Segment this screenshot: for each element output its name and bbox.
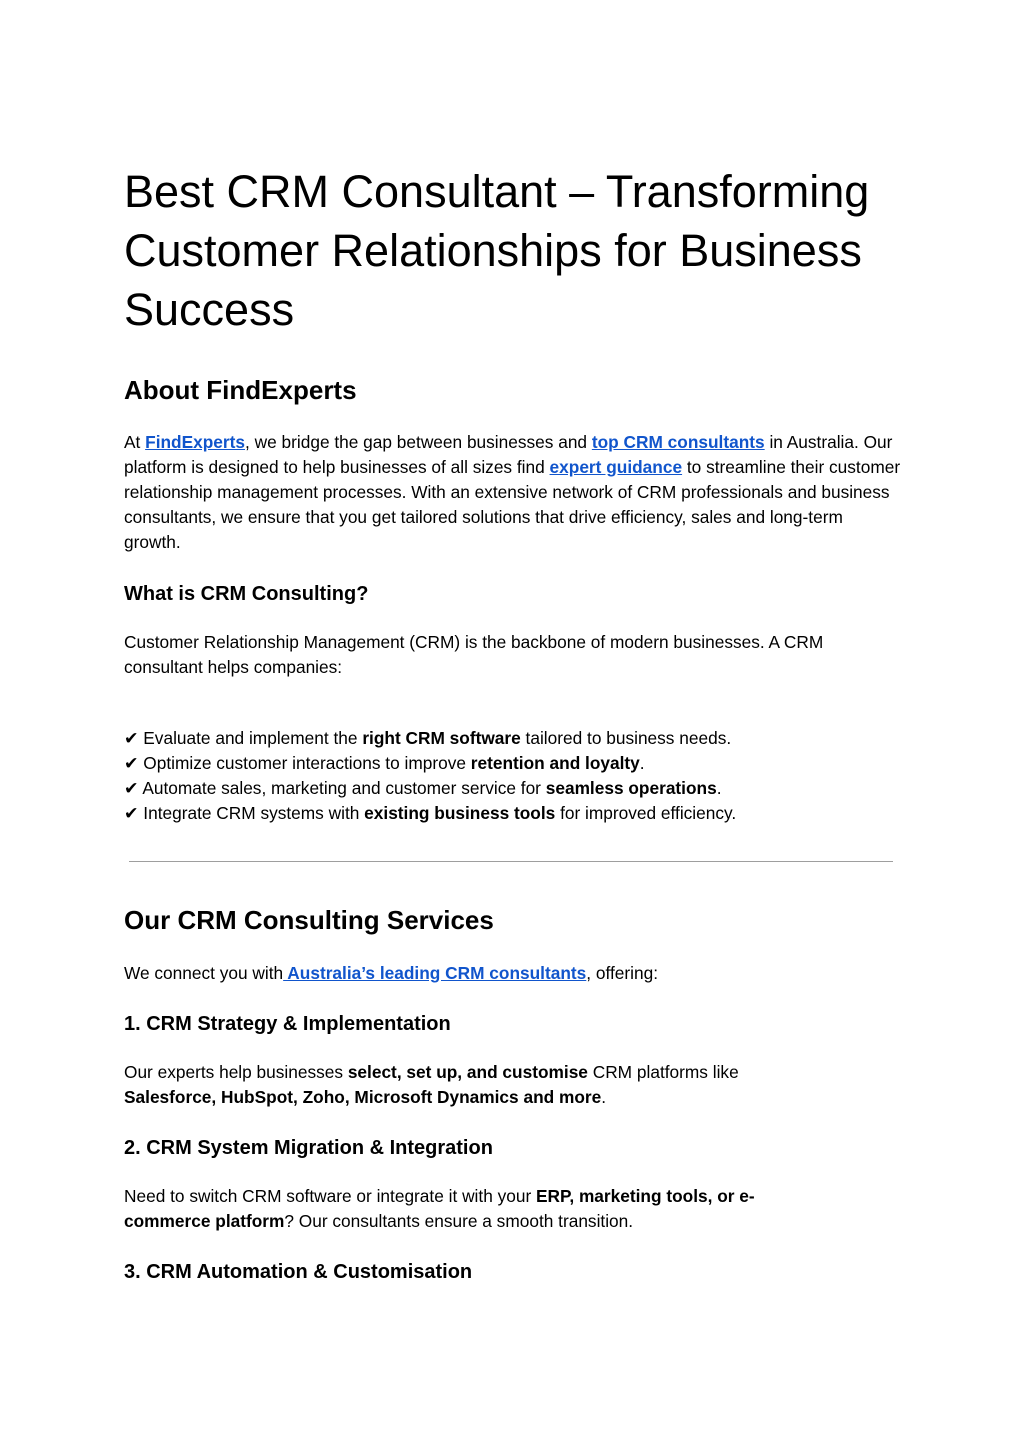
top-crm-consultants-link[interactable]: top CRM consultants [591, 432, 765, 452]
list-item: ✔ Automate sales, marketing and customer service for seamless operations. [124, 778, 722, 798]
checkmark-icon: ✔ [124, 778, 139, 798]
about-text-prefix: At [124, 432, 146, 452]
services-heading: Our CRM Consulting Services [124, 905, 494, 935]
about-heading: About FindExperts [124, 375, 357, 405]
findexperts-link[interactable]: FindExperts [145, 432, 246, 452]
page-title: Best CRM Consultant – Transforming Customer Relationships for Business Success [124, 166, 870, 335]
what-is-heading: What is CRM Consulting? [124, 583, 369, 605]
benefits-list [124, 726, 904, 826]
service-2-description: Need to switch CRM software or integrate it with your ERP, marketing tools, or e-commerce platform? Our consultants ensure a smooth transition. [124, 1186, 755, 1231]
service-3-heading: 3. CRM Automation & Customisation [124, 1261, 473, 1283]
about-text-mid2: in Australia. Our platform is designed to help businesses of all sizes find [124, 432, 893, 477]
checkmark-icon: ✔ [124, 728, 139, 748]
services-intro: We connect you with Australia’s leading CRM consultants, offering: [124, 963, 658, 983]
checkmark-icon: ✔ [124, 753, 139, 773]
about-paragraph [124, 430, 904, 555]
list-item: ✔ Integrate CRM systems with existing business tools for improved efficiency. [124, 803, 737, 823]
expert-guidance-link[interactable]: expert guidance [549, 457, 683, 477]
horizontal-divider [129, 861, 893, 862]
what-is-intro: Customer Relationship Management (CRM) is the backbone of modern businesses. A CRM consultant helps companies: [124, 632, 824, 677]
service-2-heading: 2. CRM System Migration & Integration [124, 1137, 493, 1159]
checkmark-icon: ✔ [124, 803, 139, 823]
about-text-mid1: , we bridge the gap between businesses and [245, 432, 592, 452]
list-item: ✔ Evaluate and implement the right CRM software tailored to business needs. [124, 728, 732, 748]
about-text-suffix: to streamline their customer relationship management processes. With an extensive network of CRM professionals and business consultants, we ensure that you get tailored solutions that drive efficiency, sales and long-term growth. [124, 457, 901, 552]
service-1-heading: 1. CRM Strategy & Implementation [124, 1013, 451, 1035]
service-1-description: Our experts help businesses select, set up, and customise CRM platforms like Salesforce, HubSpot, Zoho, Microsoft Dynamics and more. [124, 1062, 739, 1107]
leading-crm-consultants-link[interactable]: Australia’s leading CRM consultants [283, 963, 587, 983]
list-item: ✔ Optimize customer interactions to improve retention and loyalty. [124, 753, 645, 773]
